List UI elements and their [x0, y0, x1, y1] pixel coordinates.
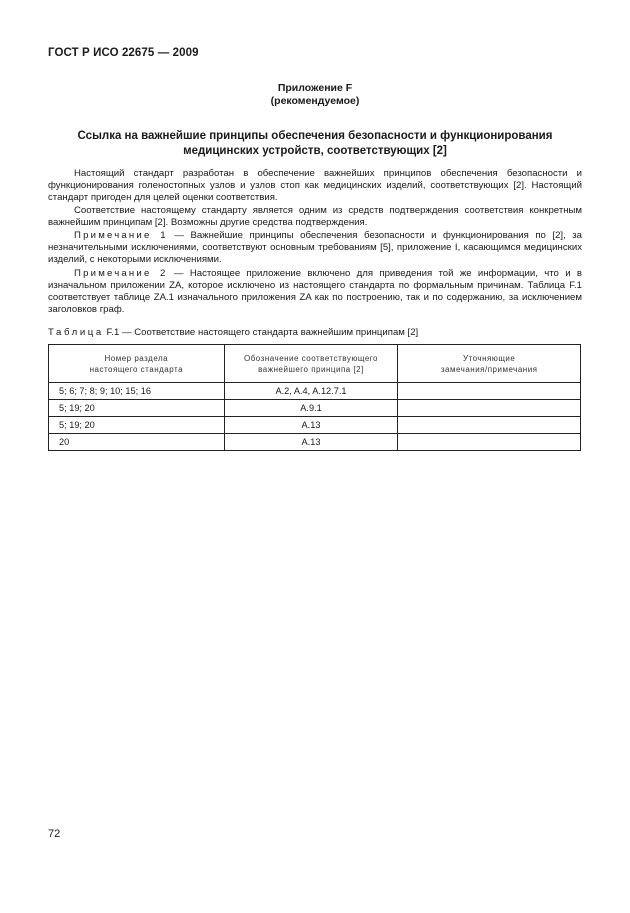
header-principle	[224, 345, 398, 383]
table-caption-label: Таблица	[48, 327, 104, 338]
cell-remarks	[398, 417, 581, 434]
note-2	[48, 268, 582, 316]
cell-section-number: 5; 19; 20	[49, 400, 225, 417]
section-title	[60, 129, 570, 159]
header-remarks	[398, 345, 581, 383]
cell-principle: A.13	[224, 417, 398, 434]
paragraph-1-text: Настоящий стандарт разработан в обеспечение важнейших принципов обеспечения безопасности и функционирования голеностопных узлов и узлов стоп как медицинских изделий, соответствующих [2]. Настоящий стандарт пригоден для целей оценки соответствия.	[48, 168, 582, 204]
paragraph-2-text: Соответствие настоящему стандарту является одним из средств подтверждения соответствия конкретным важнейшим принципам [2]. Возможны другие средства подтверждения.	[48, 205, 582, 229]
header-principle-line2: важнейшего принципа [2]	[258, 364, 364, 374]
note-1	[48, 230, 582, 266]
table-row	[49, 417, 581, 434]
cell-principle: A.13	[224, 434, 398, 451]
paragraph-1	[48, 168, 582, 204]
correspondence-table	[48, 344, 581, 451]
cell-section-number: 20	[49, 434, 225, 451]
header-section-number-line1: Номер раздела	[104, 353, 169, 363]
section-title-line1: Ссылка на важнейшие принципы обеспечения безопасности и функционирования	[77, 130, 553, 142]
note-2-label: Примечание 2	[74, 268, 168, 279]
cell-remarks	[398, 434, 581, 451]
header-section-number-line2: настоящего стандарта	[89, 364, 184, 374]
header-remarks-line2: замечания/примечания	[440, 364, 538, 374]
cell-remarks	[398, 400, 581, 417]
page-number: 72	[48, 828, 61, 840]
table-row	[49, 434, 581, 451]
cell-section-number: 5; 6; 7; 8; 9; 10; 15; 16	[49, 383, 225, 400]
header-section-number	[49, 345, 225, 383]
table-caption-text: F.1 — Соответствие настоящего стандарта важнейшим принципам [2]	[103, 327, 419, 338]
header-remarks-line1: Уточняющие	[463, 353, 516, 363]
table-row	[49, 400, 581, 417]
header-principle-line1: Обозначение соответствующего	[244, 353, 378, 363]
document-header: ГОСТ Р ИСО 22675 — 2009	[48, 47, 199, 59]
annex-title: Приложение F	[277, 82, 353, 94]
table-caption	[48, 327, 418, 338]
note-1-text: — Важнейшие принципы обеспечения безопасности и функционирования по [2], за незначительными исключениями, соответствуют основным требованиям [5], приложение I, касающимся медицинских изделий, с некоторыми исключениями.	[48, 230, 582, 266]
note-2-text: — Настоящее приложение включено для приведения той же информации, что и в изначальном приложении ZA, которое исключено из настоящего стандарта по формальным причинам. Таблица F.1 соответствует таблице ZA.1 изначального приложения ZA как по построению, так и по содержанию, за исключением заголовков граф.	[48, 268, 582, 316]
table-row	[49, 383, 581, 400]
cell-remarks	[398, 383, 581, 400]
paragraph-2	[48, 205, 582, 229]
cell-principle: A.2, A.4, A.12.7.1	[224, 383, 398, 400]
note-1-label: Примечание 1	[74, 230, 168, 241]
section-title-line2: медицинских устройств, соответствующих [2]	[183, 145, 447, 157]
table-header-row	[49, 345, 581, 383]
annex-subtitle: (рекомендуемое)	[270, 95, 360, 107]
cell-section-number: 5; 19; 20	[49, 417, 225, 434]
cell-principle: A.9.1	[224, 400, 398, 417]
